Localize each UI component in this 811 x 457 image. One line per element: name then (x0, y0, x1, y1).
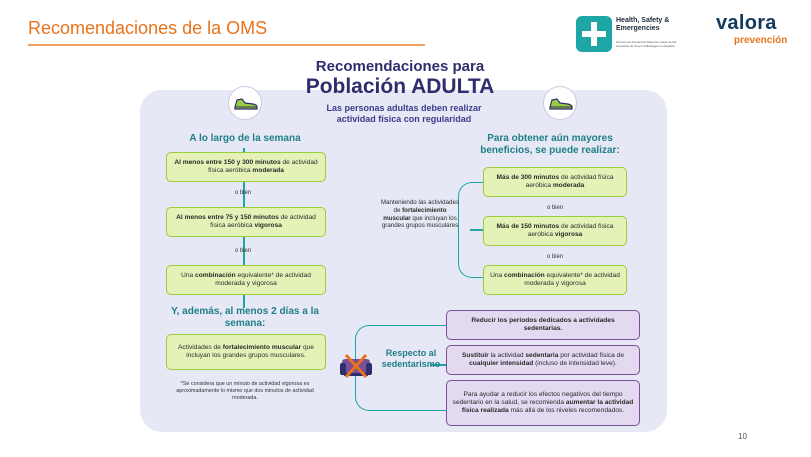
sneaker-icon (543, 86, 577, 120)
right-column-heading: Para obtener aún mayores beneficios, se puede realizar: (480, 133, 620, 156)
benefit-box: Más de 300 minutos de actividad física aeróbica moderada (483, 167, 627, 197)
benefit-box: Más de 150 minutos de actividad física aeróbica vigorosa (483, 216, 627, 246)
right-connector (470, 229, 484, 231)
slide-title: Recomendaciones de la OMS (28, 18, 268, 38)
or-label: o bien (234, 190, 252, 196)
hse-logo-sub: Servicio de Prevención Mancomunado de las empresas de Grupo Volkswagen en España (616, 40, 677, 48)
recommendation-box: Al menos entre 150 y 300 minutos de actividad física aeróbica moderada (166, 152, 326, 182)
no-sofa-icon (338, 349, 374, 381)
left-column-heading: A lo largo de la semana (189, 133, 301, 144)
title-underline (28, 44, 425, 46)
sedentary-box: Para ayudar a reducir los efectos negativos del tiempo sedentario en la salud, se recomienda aumentar la actividad física realizada más allá de los niveles recomendados. (446, 380, 640, 426)
or-label: o bien (234, 248, 252, 254)
hse-cross-icon (576, 16, 612, 52)
recommendation-box: Una combinación equivalente* de actividad moderada y vigorosa (166, 265, 326, 295)
footnote: *Se considera que un minuto de actividad vigorosa es aproximadamente lo mismo que dos minutos de actividad moderada. (176, 381, 314, 401)
benefit-box: Una combinación equivalente* de actividad moderada y vigorosa (483, 265, 627, 295)
valora-logo-sub: prevención (734, 35, 788, 46)
strength-box: Actividades de fortalecimiento muscular que incluyan los grandes grupos musculares. (166, 334, 326, 370)
or-label: o bien (546, 254, 564, 260)
sneaker-icon (228, 86, 262, 120)
sedentary-label: Respecto al sedentarismo (381, 348, 441, 369)
valora-logo: valora (716, 12, 777, 34)
recommendation-box: Al menos entre 75 y 150 minutos de actividad física aeróbica vigorosa (166, 207, 326, 237)
infographic-subtitle: Las personas adultas deben realizar actividad física con regularidad (326, 103, 482, 124)
additional-heading: Y, además, al menos 2 días a la semana: (171, 306, 319, 329)
hse-logo (576, 16, 686, 56)
infographic-title-line2: Población ADULTA (305, 75, 495, 98)
sedentary-box: Reducir los períodos dedicados a actividades sedentarias. (446, 310, 640, 340)
sedentary-box: Sustituir la actividad sedentaria por actividad física de cualquier intensidad (incluso de intensidad leve). (446, 345, 640, 375)
or-label: o bien (546, 205, 564, 211)
infographic-title-line1: Recomendaciones para (315, 58, 485, 75)
page-number: 10 (738, 432, 747, 441)
hse-logo-name: Health, Safety & Emergencies (616, 17, 670, 32)
muscle-strength-note: Manteniendo las actividades de fortalecimiento muscular que incluyan los grandes grupos musculares (380, 199, 460, 230)
